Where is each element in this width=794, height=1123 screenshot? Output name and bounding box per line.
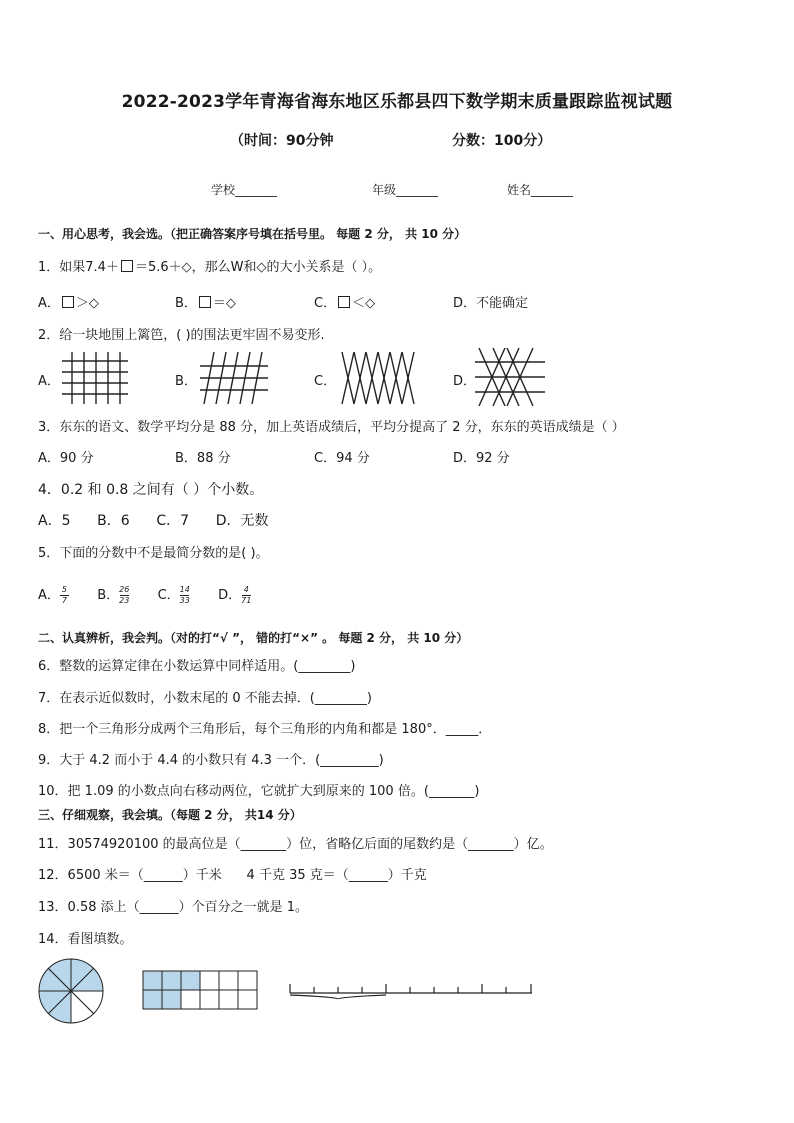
fraction: $\frac{4}{71}$: [241, 585, 252, 605]
question-6: 6．整数的运算定律在小数运算中同样适用。(________): [38, 659, 356, 674]
question-3: 3．东东的语文、数学平均分是 88 分，加上英语成绩后，平均分提高了 2 分，东东的英语成绩是（ ）: [38, 420, 625, 435]
q2-option-b-label[interactable]: B．: [175, 374, 197, 389]
grid-rect-figure: [142, 970, 258, 1010]
q3-option-b[interactable]: B．88 分: [175, 451, 231, 466]
pie-circle-figure: [37, 957, 105, 1025]
q3-option-d[interactable]: D．92 分: [453, 451, 510, 466]
question-11: 11．30574920100 的最高位是（_______）位，省略亿后面的尾数约是（_______）亿。: [38, 837, 553, 852]
q2-option-d-label[interactable]: D．: [453, 374, 477, 389]
q5-option-b[interactable]: B． $\frac{26}{23}$: [97, 585, 130, 605]
question-13: 13．0.58 添上（______）个百分之一就是 1。: [38, 900, 309, 915]
question-7: 7．在表示近似数时，小数末尾的 0 不能去掉．(________): [38, 691, 372, 706]
q4-options[interactable]: A．5 B．6 C．7 D．无数: [38, 513, 269, 529]
q5-option-a[interactable]: A． $\frac{5}{7}$: [38, 585, 67, 605]
grade-field[interactable]: 年级_______: [372, 183, 439, 197]
question-5: 5．下面的分数中不是最简分数的是( )。: [38, 546, 269, 561]
page-title: 2022-2023学年青海省海东地区乐都县四下数学期末质量跟踪监视试题: [121, 92, 673, 112]
box-icon: [338, 296, 350, 308]
box-icon: [62, 296, 74, 308]
time-label: （时间：90分钟: [230, 133, 334, 149]
fraction: $\frac{14}{33}$: [179, 585, 190, 605]
question-10: 10．把 1.09 的小数点向右移动两位，它就扩大到原来的 100 倍。(_______): [38, 784, 480, 799]
q5-option-d[interactable]: D． $\frac{4}{71}$: [218, 585, 252, 605]
section-1-heading: 一、用心思考，我会选。（把正确答案序号填在括号里。 每题 2 分， 共 10 分）: [38, 227, 467, 241]
fraction: $\frac{26}{23}$: [119, 585, 130, 605]
crossed-fence-icon: [475, 348, 545, 406]
box-icon: [121, 260, 133, 272]
q1-option-a[interactable]: A． ＞◇: [38, 296, 99, 311]
section-2-heading: 二、认真辨析，我会判。（对的打“√ ”， 错的打“×” 。 每题 2 分， 共 10 分）: [38, 631, 469, 645]
number-line-figure: [288, 980, 534, 1002]
fraction: $\frac{5}{7}$: [61, 585, 67, 605]
name-field[interactable]: 姓名_______: [507, 183, 574, 197]
box-icon: [199, 296, 211, 308]
q1-option-c[interactable]: C． ＜◇: [314, 296, 376, 311]
school-field[interactable]: 学校_______: [211, 183, 278, 197]
question-9: 9．大于 4.2 而小于 4.4 的小数只有 4.3 一个．(_________): [38, 753, 384, 768]
score-label: 分数：100分）: [452, 133, 552, 149]
grid-fence-icon: [62, 352, 128, 404]
q3-option-a[interactable]: A．90 分: [38, 451, 94, 466]
question-8: 8．把一个三角形分成两个三角形后，每个三角形的内角和都是 180°．_____．: [38, 722, 492, 737]
q2-option-a-label[interactable]: A．: [38, 374, 60, 389]
q1-option-d[interactable]: D．不能确定: [453, 296, 529, 311]
q5-option-c[interactable]: C． $\frac{14}{33}$: [157, 585, 190, 605]
q3-option-c[interactable]: C．94 分: [314, 451, 370, 466]
zigzag-fence-icon: [340, 352, 416, 404]
question-1: 1．如果7.4＋ ＝5.6＋◇，那么W和◇的大小关系是（ ）。: [38, 260, 382, 275]
question-14: 14．看图填数。: [38, 932, 133, 947]
q5-options: [38, 584, 251, 605]
q2-option-c-label[interactable]: C．: [314, 374, 337, 389]
question-12: 12．6500 米＝（______）千米 4 千克 35 克＝（______）千克: [38, 868, 427, 883]
question-2: 2．给一块地围上篱笆，( )的围法更牢固不易变形.: [38, 328, 325, 343]
section-3-heading: 三、仔细观察，我会填。（每题 2 分， 共14 分）: [38, 808, 302, 822]
parallelogram-fence-icon: [200, 352, 268, 404]
q1-option-b[interactable]: B． ＝◇: [175, 296, 236, 311]
question-4: 4．0.2 和 0.8 之间有（ ）个小数。: [38, 482, 264, 498]
